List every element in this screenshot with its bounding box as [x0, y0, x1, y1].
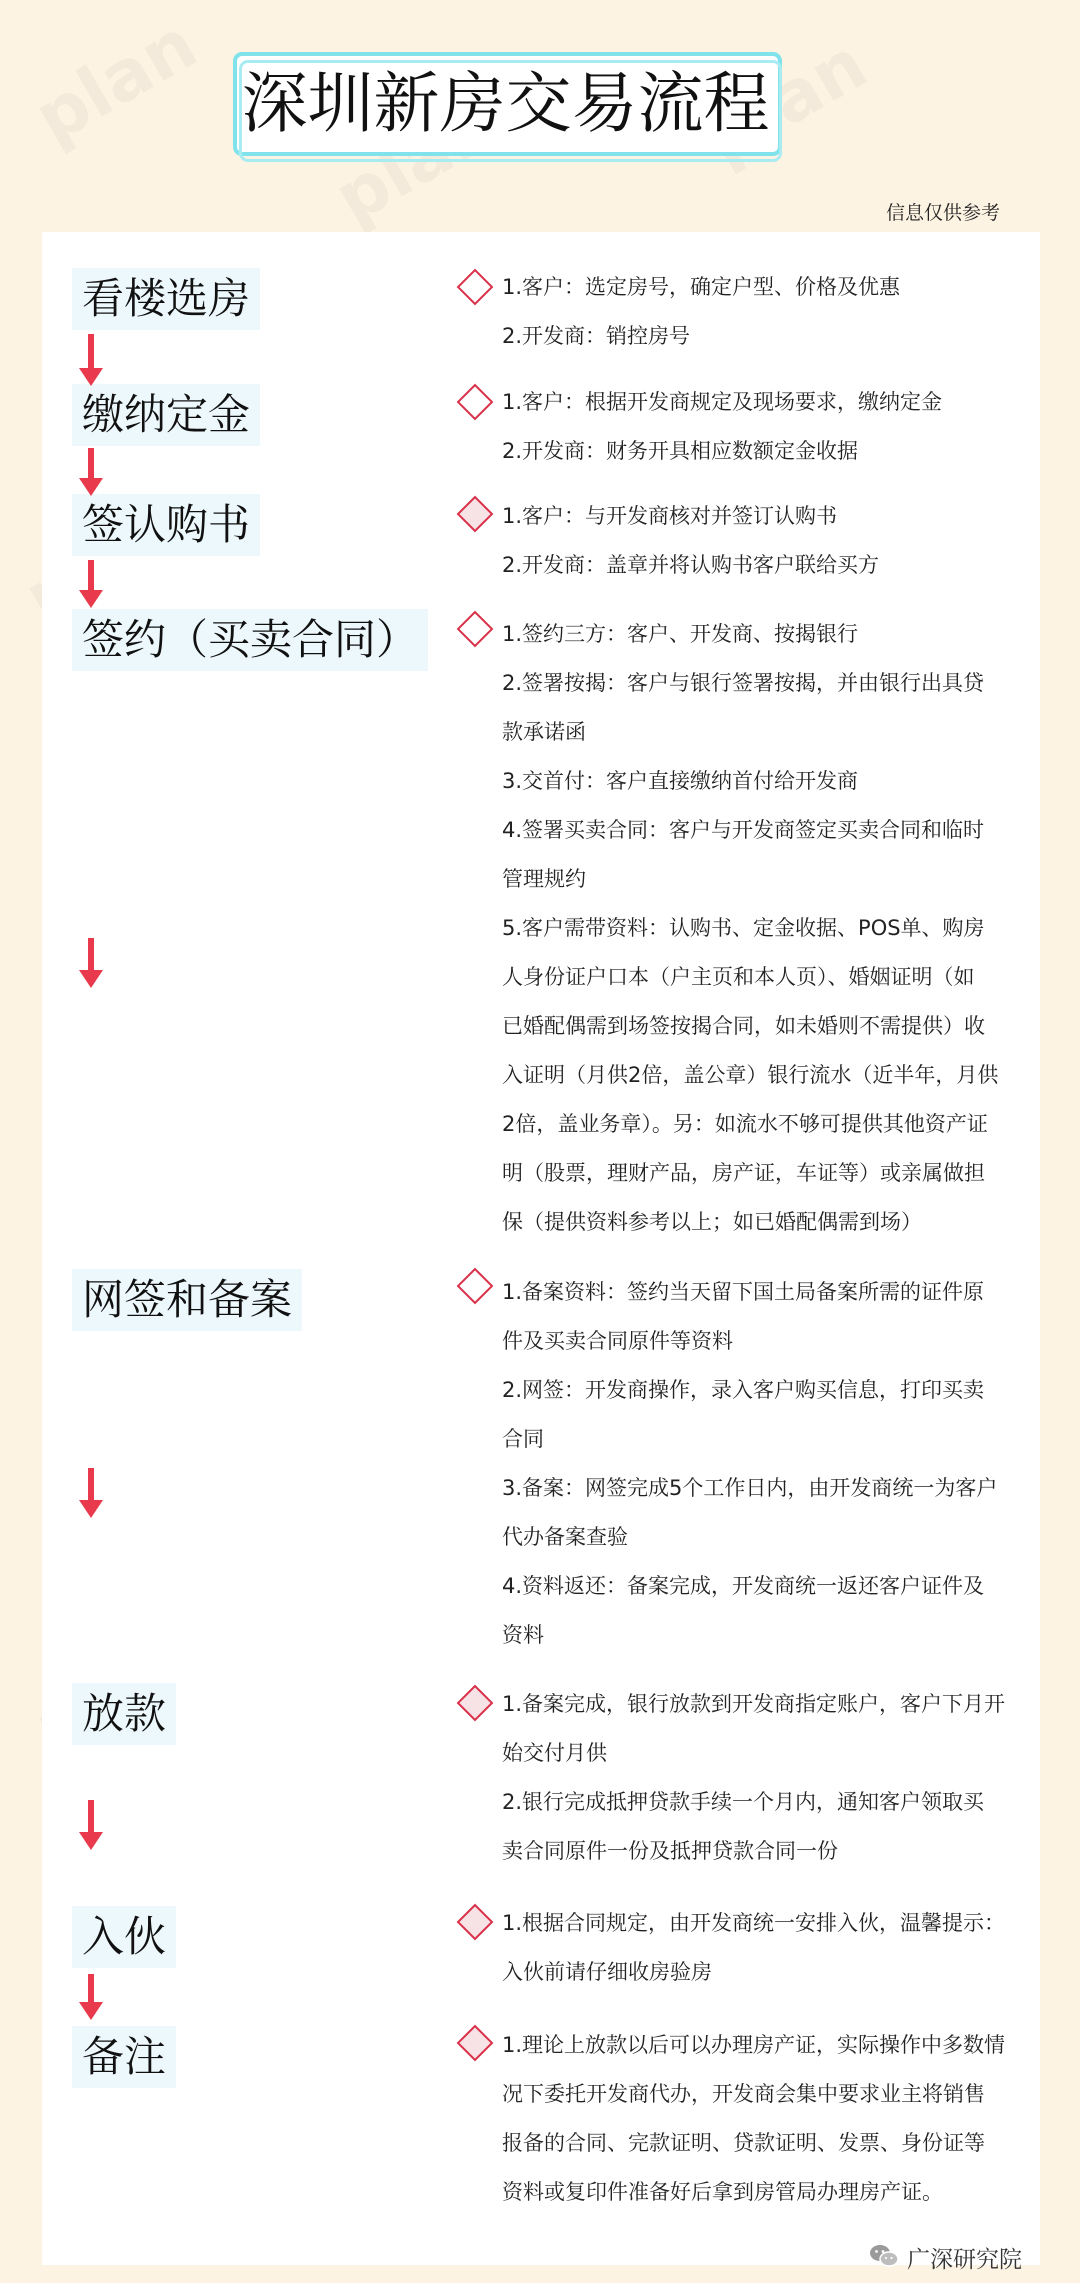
step-title-viewing: 看楼选房	[72, 268, 260, 330]
down-arrow-icon	[79, 560, 103, 608]
detail-line: 卖合同原件一份及抵押贷款合同一份	[502, 1839, 838, 1863]
detail-line: 2.开发商：盖章并将认购书客户联给买方	[502, 553, 880, 577]
detail-line: 保（提供资料参考以上；如已婚配偶需到场）	[502, 1210, 922, 1234]
step-title-contract: 签约（买卖合同）	[72, 609, 428, 671]
detail-line: 人身份证户口本（户主页和本人页）、婚姻证明（如	[502, 965, 975, 989]
detail-line: 2.签署按揭：客户与银行签署按揭，并由银行出具贷	[502, 671, 985, 695]
bullet-diamond-icon	[457, 2025, 494, 2062]
step-details-loan	[502, 1680, 1037, 1876]
detail-line: 1.备案资料：签约当天留下国土局备案所需的证件原	[502, 1280, 985, 1304]
detail-line: 3.交首付：客户直接缴纳首付给开发商	[502, 769, 859, 793]
detail-line: 3.备案：网签完成5个工作日内，由开发商统一为客户	[502, 1476, 998, 1500]
step-title-filing: 网签和备案	[72, 1269, 302, 1331]
step-details-move-in	[502, 1899, 1037, 1997]
down-arrow-icon	[79, 1800, 103, 1850]
detail-line: 入伙前请仔细收房验房	[502, 1960, 712, 1984]
step-title-move-in: 入伙	[72, 1906, 176, 1968]
down-arrow-icon	[79, 1468, 103, 1518]
bullet-diamond-icon	[457, 1685, 494, 1722]
down-arrow-icon	[79, 1974, 103, 2020]
detail-line: 1.理论上放款以后可以办理房产证，实际操作中多数情	[502, 2033, 1006, 2057]
watermark-text	[21, 3, 210, 160]
step-details-viewing	[502, 263, 1037, 361]
detail-line: 4.资料返还：备案完成，开发商统一返还客户证件及	[502, 1574, 985, 1598]
detail-line: 报备的合同、完款证明、贷款证明、发票、身份证等	[502, 2131, 985, 2155]
detail-line: 2.开发商：销控房号	[502, 324, 691, 348]
detail-line: 2.银行完成抵押贷款手续一个月内，通知客户领取买	[502, 1790, 985, 1814]
wechat-icon	[869, 2243, 907, 2278]
detail-line: 况下委托开发商代办，开发商会集中要求业主将销售	[502, 2082, 985, 2106]
footer-brand	[869, 2244, 1022, 2276]
detail-line: 入证明（月供2倍，盖公章）银行流水（近半年，月供	[502, 1063, 999, 1087]
process-card	[42, 232, 1040, 2265]
detail-line: 明（股票，理财产品，房产证，车证等）或亲属做担	[502, 1161, 985, 1185]
down-arrow-icon	[79, 334, 103, 386]
bullet-diamond-icon	[457, 384, 494, 421]
detail-line: 2.开发商：财务开具相应数额定金收据	[502, 439, 859, 463]
down-arrow-icon	[79, 448, 103, 496]
bullet-diamond-icon	[457, 496, 494, 533]
detail-line: 已婚配偶需到场签按揭合同，如未婚则不需提供）收	[502, 1014, 985, 1038]
bullet-diamond-icon	[457, 269, 494, 306]
detail-line: 资料或复印件准备好后拿到房管局办理房产证。	[502, 2180, 943, 2204]
step-details-remarks	[502, 2021, 1037, 2217]
step-title-loan: 放款	[72, 1683, 176, 1745]
bullet-diamond-icon	[457, 611, 494, 648]
detail-line: 1.签约三方：客户、开发商、按揭银行	[502, 622, 859, 646]
detail-line: 4.签署买卖合同：客户与开发商签定买卖合同和临时	[502, 818, 985, 842]
detail-line: 5.客户需带资料：认购书、定金收据、POS单、购房	[502, 916, 985, 940]
detail-line: 1.根据合同规定，由开发商统一安排入伙，温馨提示：	[502, 1911, 1006, 1935]
bullet-diamond-icon	[457, 1904, 494, 1941]
detail-line: 2.网签：开发商操作，录入客户购买信息，打印买卖	[502, 1378, 985, 1402]
detail-line: 代办备案查验	[502, 1525, 628, 1549]
step-details-subscription	[502, 492, 1037, 590]
page-title: 深圳新房交易流程	[241, 65, 770, 142]
detail-line: 款承诺函	[502, 720, 586, 744]
step-title-subscription: 签认购书	[72, 494, 260, 556]
step-title-remarks: 备注	[72, 2026, 176, 2088]
step-details-contract	[502, 610, 1037, 1247]
detail-line: 管理规约	[502, 867, 586, 891]
bullet-diamond-icon	[457, 1268, 494, 1305]
detail-line: 始交付月供	[502, 1741, 607, 1765]
detail-line: 2倍，盖业务章）。另：如流水不够可提供其他资产证	[502, 1112, 988, 1136]
step-title-deposit: 缴纳定金	[72, 384, 260, 446]
detail-line: 1.客户：根据开发商规定及现场要求，缴纳定金	[502, 390, 943, 414]
down-arrow-icon	[79, 938, 103, 988]
page-title-banner	[233, 52, 778, 156]
step-details-filing	[502, 1268, 1037, 1660]
detail-line: 合同	[502, 1427, 544, 1451]
footer-brand-name: 广深研究院	[907, 2247, 1022, 2273]
detail-line: 资料	[502, 1623, 544, 1647]
detail-line: 件及买卖合同原件等资料	[502, 1329, 733, 1353]
step-details-deposit	[502, 378, 1037, 476]
detail-line: 1.客户：选定房号，确定户型、价格及优惠	[502, 275, 901, 299]
reference-note: 信息仅供参考	[885, 202, 1000, 224]
detail-line: 1.客户：与开发商核对并签订认购书	[502, 504, 838, 528]
detail-line: 1.备案完成，银行放款到开发商指定账户，客户下月开	[502, 1692, 1006, 1716]
